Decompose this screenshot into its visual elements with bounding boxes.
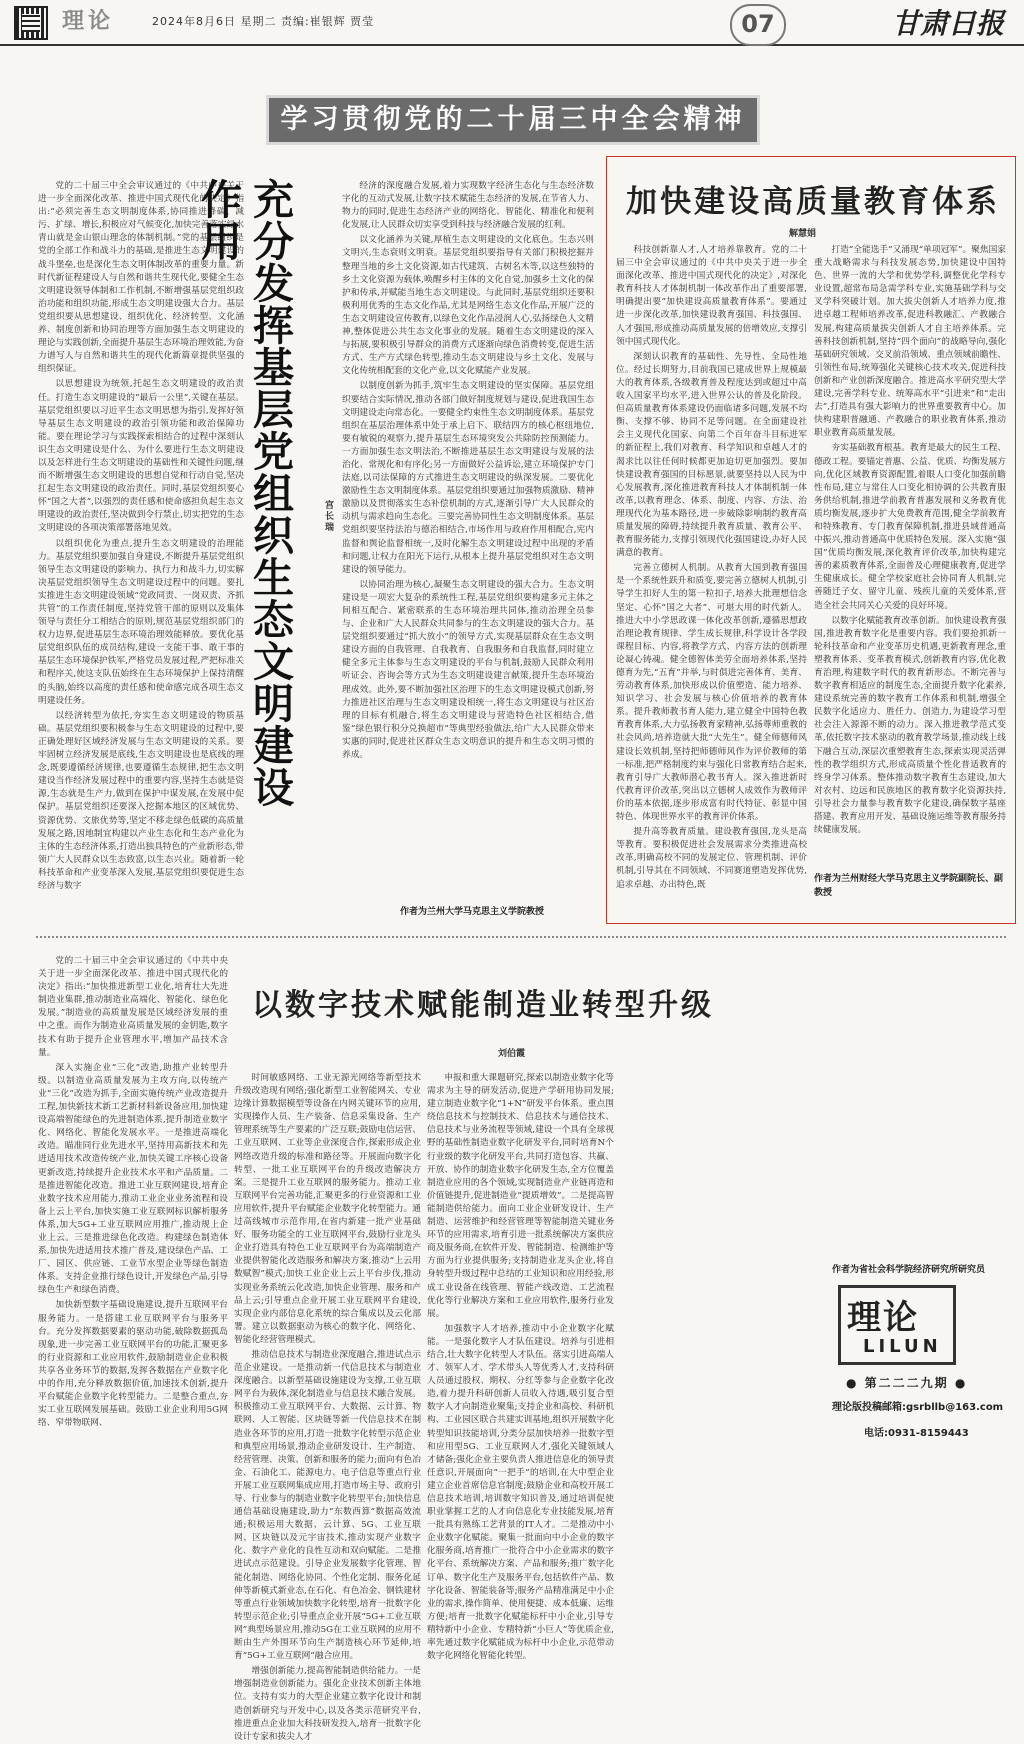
topic-banner: 学习贯彻党的二十届三中全会精神 bbox=[266, 95, 760, 145]
paragraph: 以经济转型为依托,夯实生态文明建设的物质基础。基层党组织要积极参与生态文明建设的过程中,要正确处理好区域经济发展与生态文明建设的关系。要牢固树立经济发展是底线,生态文明建设也是底线的理念,既要遵循经济规律,也要遵循生态规律,把生态文明建设当作经济发展过程中的重要内容,坚持生态就是资源,生态就是生产力,做到在保护中谋发展,在发展中促保护。基层党组织还要深入挖掘本地区的区域优势、资源优势、文旅优势等,坚定不移走绿色低碳的高质量发展之路,因地制宜构建以产业生态化和生态产业化为主体的生态经济体系,打造出独具特色的产业新形态,带领广大人民群众以生态致富,以生态兴业。随着新一轮科技革命和产业变革深入发展,基层党组织要促进生态经济与数字 bbox=[38, 710, 244, 891]
paragraph: 深入实施企业“三化”改造,助推产业转型升级。以制造业高质量发展为主攻方向,以传统产业“三化”改造为抓手,全面实施传统产业改造提升工程,加快新技术新工艺新材料新设备应用,加快建设高端智能绿色的先进制造体系,提升制造业数字化、网络化、智能化发展水平。一是推进高端化改造。瞄准同行业先进水平,坚持用高新技术和先进适用技术改造传统产业,加快关键工序核心设备更新改造,持续提升企业技术水平和产品质量。二是推进智能化改造。推进工业互联网建设,培育企业数字技术应用能力,推动工业企业业务流程和设备上云上平台,加快实施工业互联网标识解析服务体系,加大5G+工业互联网应用推广,推动规上企业上云。三是推进绿色化改造。构建绿色制造体系,加快先进适用技术推广普及,建设绿色产品、工厂、园区、供应链、工业节水型企业等绿色制造体系。支持企业推行绿色设计,开发绿色产品,引导绿色生产和绿色消费。 bbox=[38, 1062, 228, 1296]
article2-title: 加快建设高质量教育体系 bbox=[626, 184, 1000, 220]
submission-email: 理论版投稿邮箱:gsrbllb@163.com bbox=[832, 1402, 1004, 1413]
page-number: 07 bbox=[730, 4, 786, 46]
article1-title: 充分发挥基层党组织生态文明建设作用 bbox=[194, 178, 294, 808]
article3-column-3 bbox=[427, 1072, 614, 1662]
paragraph: 加强数字人才培养,推动中小企业数字化赋能。一是强化数字人才队伍建设。培养与引进相结合,壮大数字化转型人才队伍。落实引进高端人才、领军人才、学术带头人等优秀人才,支持科研人员通过股权、期权、分红等参与企业数字化改造,着力提升科研创新人员收入待遇,吸引复合型数字人才向制造业聚集;支持企业和高校、科研机构、工业园区联合共建实训基地,组织开展数字化转型知识技能培训,分类分层加快培养一批数字型和应用型5G、工业互联网人才,强化关键领域人才储备;强化企业主要负责人推进信息化的领导责任意识,开展面向“一把手”的培训,在大中型企业建立企业首席信息官制度;鼓励企业和高校开展工信息技术培训,培训数字知识普及,通过培训促使职业掌握工艺的人才向信息化专业技能发展,培育一批具有熟练工艺背景的IT人才。二是推动中小企业数字化赋能。聚集一批面向中小企业的数字化服务商,培育推广一批符合中小企业需求的数字化平台、系统解决方案、产品和服务;推广数字化订单、数字化生产及服务平台,包括软件产品、数字化设备、智能装备等;服务产品精准满足中小企业的需求,操作简单、使用便捷、成本低廉、运维方便;培育一批数字化赋能标杆中小企业,引导专精特新中小企业、专精特新“小巨人”等优质企业,率先通过数字化赋能成为标杆中小企业,示范带动数字化网络化智能化转型。 bbox=[427, 1323, 614, 1662]
paragraph: 以组织优化为重点,提升生态文明建设的治理能力。基层党组织要加强自身建设,不断提升基层党组织领导生态文明建设的影响力、执行力和战斗力,切实解决基层党组织领导生态文明建设过程中的问题。要扎实推进生态文明建设领域“党政同责、一岗双责、齐抓共管”的工作责任制度,坚持党管干部的原则以及集体领导与责任分工相结合的原则,规范基层党组织部门的权力边界,促进基层生态环境治理效能释放。要优化基层党组织队伍的成员结构,建设一支能干事、敢干事的基层生态环境保护铁军,严格党员发展过程,严把标准关和程序关,使这支队伍始终在生态环境保护上保持清醒的头脑,始终以高度的责任感和使命感完成各项生态文明建设任务。 bbox=[38, 538, 244, 706]
article2-author-note: 作者为兰州财经大学马克思主义学院副院长、副教授 bbox=[814, 874, 1004, 898]
article1-author: 宫长瑞 bbox=[323, 500, 333, 533]
section-name: 理论 bbox=[62, 9, 115, 34]
masthead bbox=[0, 0, 1024, 46]
paragraph: 科技创新靠人才,人才培养靠教育。党的二十届三中全会审议通过的《中共中央关于进一步全面深化改革、推进中国式现代化的决定》,对深化教育科技人才体制机制一体改革作出了重要部署,明确提出要“加快建设高质量教育体系”。要通过进一步深化改革,加快建设教育强国、科技强国、人才强国,形成推动高质量发展的倍增效应,支撑引领中国式现代化。 bbox=[616, 245, 807, 347]
paragraph: 以数字化赋能教育改革创新。加快建设教育强国,推进教育数字化是重要内容。我们要抢抓新一轮科技革命和产业变革历史机遇,更新教育理念,重塑教育体系、变革教育模式,创新教育内容,优化教育治理,构建数字时代的教育新形态。不断完善与数字教育相适应的制度生态,全面提升数字化素养,建设系统完善的数字教育工作体系和机制,增强全民数字化适应力、胜任力、创造力,为建设学习型社会注入源源不断的动力。深入推进教学范式变革,依托数字技术驱动的教育教学场景,推动线上线下融合互动,深层次重塑教育生态,探索实现灵活弹性的教学组织方式,形成高质量个性化普适教育的终身学习体系。整体推动数字教育生态建设,加大对农村、边远和民族地区的教育数字化资源扶持,引导社会力量参与教育数字化建设,确保数字基座搭建、教育应用开发、基础设施运维等教育服务持续健康发展。 bbox=[814, 615, 1006, 836]
section-divider bbox=[36, 936, 1006, 938]
article3-title: 以数字技术赋能制造业转型升级 bbox=[252, 988, 714, 1023]
article1-column-1 bbox=[38, 180, 244, 924]
paragraph: 推动信息技术与制造业深度融合,推进试点示范企业建设。一是推动新一代信息技术与制造业深度融合。以新型基础设施建设为支撑,工业互联网平台为载体,深化制造业与信息技术融合发展。积极推动工业互联网平台、大数据、云计算、物联网、人工智能、区块链等新一代信息技术在制造业各环节的应用,打造一批数字化转型示范企业和典型应用场景,推动企业研发设计、生产制造、经营管理、决策、创新和服务的能力;面向有色冶金、石油化工、能源电力、电子信息等重点行业开展工业互联网集成应用,打造市场主导、政府引导、行业参与的制造业数字化转型平台;加快信息通信基础设施建设,助力“东数西算”数据高效流通;积极运用大数据、云计算、5G、工业互联网、区块链以及元宇宙技术,推动实现产业数字化、数字产业化的良性互动和双向赋能。二是推进试点示范建设。引导企业发展数字化管理、智能化制造、网络化协同、个性化定制、服务化延伸等新模式新业态,在石化、有色冶金、钢铁建材等重点行业领域加快数字化转型,培育一批数字化转型示范企业;引导重点企业开展“5G+工业互联网”典型场景应用,推动5G在工业互联网的应用不断由生产外围环节向生产制造核心环节延伸,培育“5G+工业互联网”融合应用。 bbox=[234, 1349, 421, 1662]
contact-phone: 电话:0931-8159443 bbox=[864, 1428, 969, 1439]
paragraph: 党的二十届三中全会审议通过的《中共中央关于进一步全面深化改革、推进中国式现代化的决定》指出:“加快推进新型工业化,培育壮大先进制造业集群,推动制造业高端化、智能化、绿色化发展。”制造业的高质量发展是区域经济发展的重中之重。而作为制造业高质量发展的金钥匙,数字技术有助于提升企业管理水平,增加产品技术含量。 bbox=[38, 956, 228, 1058]
column-logo bbox=[838, 1285, 956, 1365]
paragraph: 加快新型数字基础设施建设,提升互联网平台服务能力。一是搭建工业互联网平台与服务平台。充分发挥数据要素的驱动功能,破除数据孤岛现象,进一步完善工业互联网平台的功能,汇聚更多的行业资源和工业应用软件,鼓励制造业企业积极共享各业务环节的数据,发挥各数据在产业数字化中的作用,充分释放数据价值,加速技术创新,提升平台赋能企业数字化转型能力。二是整合重点,夯实工业互联网发展基础。鼓励工业企业利用5G网络、窄带物联网、 bbox=[38, 1300, 228, 1429]
paragraph: 打造“全能选手”又涌现“单项冠军”。聚焦国家重大战略需求与科技发展态势,加快建设中国特色、世界一流的大学和优势学科,调整优化学科专业设置,超常布局急需学科专业,实施基础学科与交叉学科突破计划。加大拔尖创新人才培养力度,推进卓越工程师培养改革,促进科教融汇、产教融合发展,构建高质量拔尖创新人才自主培养体系。完善科技创新机制,坚持“四个面向”的战略导向,强化基础研究领域、交叉前沿领域、重点领域前瞻性、引领性布局,统筹强化关键核心技术攻关,促进科技创新和产业创新深度融合。推进高水平研究型大学建设,完善学科专业、统筹高水平“引进来”和“走出去”,打造具有强大影响力的世界重要教育中心。加快构建职普融通、产教融合的职业教育体系,推动职业教育高质量发展。 bbox=[814, 245, 1006, 439]
paragraph: 提升高等教育质量。建设教育强国,龙头是高等教育。要积极促进社会发展需求分类推进高校改革,明确高校不同的发展定位、管理机制、评价机制,引导其在不同领域、不同赛道塑造发挥优势,追求卓越、办出特色,既 bbox=[616, 827, 807, 890]
paragraph: 经济的深度融合发展,着力实现数字经济生态化与生态经济数字化的互动式发展,让数字技术赋能生态经济的发展,在节省人力、物力的同时,促进生态经济产业的网络化、智能化、精准化和便利化发展,让人民群众切实享受到科技与经济融合发展的红利。 bbox=[342, 181, 594, 231]
article2-author: 解慧娟 bbox=[789, 229, 817, 239]
article3-author: 刘伯霞 bbox=[498, 1049, 526, 1059]
article3-column-2 bbox=[234, 1072, 421, 1742]
newspaper-logo: 甘肃日报 bbox=[892, 7, 1005, 40]
article3-column-4 bbox=[620, 1072, 807, 1445]
issue-number: ● 第二二二九期 ● bbox=[846, 1376, 968, 1390]
paragraph: 以思想建设为统领,托起生态文明建设的政治责任。打造生态文明建设的“最后一公里”,关键在基层。基层党组织要以习近平生态文明思想为指引,发挥好领导基层生态文明建设的政治引领功能和政治保障功能。要在理论学习与实践探索相结合的过程中深刻认识生态文明建设是什么、为什么要进行生态文明建设以及怎样进行生态文明建设的基础性和关键性问题,继而不断增强生态文明建设的思想自觉和行动自觉,坚决扛起生态文明建设的政治责任。同时,基层党组织要心怀“国之大者”,以强烈的责任感和使命感担负起生态文明建设的政治责任,坚决做到令行禁止,切实把党的生态文明建设的各项决策部署落地见效。 bbox=[38, 379, 244, 534]
qr-code-icon bbox=[14, 6, 48, 40]
article1-author-note: 作者为兰州大学马克思主义学院教授 bbox=[400, 907, 545, 917]
paragraph: 以制度创新为抓手,筑牢生态文明建设的坚实保障。基层党组织要结合实际情况,推动各部门做好制度规划与建设,促进我国生态文明建设走向常态化。一要健全约束性生态文明制度体系。基层党组织在基层治理体系中处于承上启下、联结四方的核心枢纽地位,要有敏锐的观察力,提升基层生态环境突发公共除防控预测能力。一方面加强生态文明法治,不断推进基层生态文明建设与发展的法治化、常规化和有序化;另一方面做好公益诉讼,建立环境保护专门法庭,以司法保障的方式推进生态文明建设的纵深发展。二要优化激励性生态文明制度体系。基层党组织要通过加强物质激励、精神激励以及贯彻落实生态补偿机制的方式,逐渐引导广大人民群众的动机与需求趋向生态化。三要完善协同性生态文明制度体系。基层党组织要坚持法治与德治相结合,市场作用与政府作用相配合,宪内监督和舆论监督相统一,及时化解生态文明建设过程中出现的矛盾和问题,让权力在阳光下运行,从根本上提升基层党组织对生态文明建设的领导能力。 bbox=[342, 381, 594, 575]
article3-column-1 bbox=[38, 955, 228, 1445]
article3-author-note: 作者为省社会科学院经济研究所研究员 bbox=[832, 1265, 986, 1275]
article2-column-1 bbox=[616, 244, 807, 912]
column-logo-pinyin: LILUN bbox=[863, 1336, 942, 1357]
article3-column-5 bbox=[813, 955, 1006, 1273]
paragraph: 完善立德树人机制。从教育大国到教育强国是一个系统性跃升和质变,要完善立德树人机制,引导学生扣好人生的第一粒扣子,培养大批理想信念坚定、心怀“国之大者”、可堪大用的时代新人。推进大中小学思政课一体化改革创新,遵循思想政治理论教育规律、学生成长规律,科学设计各学段课程目标、内容,将教学方式、内容方法的创新理论凝心铸魂。健全德智体美劳全面培养体系,坚持德育为先,“五育”并举,与时俱进完善体育、美育、劳动教育体系,加快形成以价值塑造、能力培养、知识学习、社会发展与核心价值培养的教育体系。提升教师教书育人能力,建立健全中国特色教育教育体系,大力弘扬教育家精神,弘扬尊师重教的社会风尚,培养造就大批“大先生”。健全师德师风建设长效机制,坚持把师德师风作为评价教师的第一标准,把严格制度约束与强化日常教育结合起来,教育引导广大教师潜心教书育人。深入推进新时代教育评价改革,突出以立德树人成效作为教师评价的基本依据,逐步形成富有时代特征、彰显中国特色、体现世界水平的教育评价体系。 bbox=[616, 563, 807, 823]
paragraph: 以文化涵养为关键,厚植生态文明建设的文化底色。生态兴则文明兴,生态衰则文明衰。基层党组织要指导有关部门积极挖掘并整理当地的乡土文化资源,如古代建筑、古树名木等,以这些独特的乡土文化资源为载体,唤醒乡村主体的文化自觉,加强乡土文化的保护和传承,并赋能当地生态文明建设。与此同时,基层党组织还要积极利用优秀的生态文化作品,尤其是网络生态文化作品,开展广泛的生态文明建设宣传教育,以绿色文化作品浸润人心,弘扬绿色人文精神,整体促进公共生态文化事业的发展。随着生态文明建设的深入与拓展,要积极引导群众的消费方式逐渐向绿色消费转变,促进生活方式、生产方式绿色转型,推动生态文明建设与乡土文化、发展与文化传统相配套的文化产业,以文化赋能产业发展。 bbox=[342, 235, 594, 377]
paragraph: 时间敏感网络、工业无源光网络等新型技术升级改造现有网络;强化新型工业智能网关、专业边缘计算数据模型等设备在内网关键环节的应用,实现操作人员、生产装备、信息采集设备、生产管理系统等生产要素的广泛互联;鼓励电信运营、工业互联网、工业等企业深度合作,探索形成企业网络改造升级的标准和路径等。开展面向数字化转型、一批工业互联网平台的升级改造解决方案。三是提升工业互联网的服务能力。推动工业互联网平台完善功能,汇聚更多的行业资源和工业应用软件,提升平台赋能企业数字化转型能力。通过高线城市示范作用,在省内新建一批产业基础好、服务功能全的工业互联网平台,鼓励行业龙头企业打造具有特色工业互联网平台为高端制造产业提供智能化改造服务和解决方案,推动“上云用数赋智”模式;加快工业企业上云上平台步伐,推动实现业务系统云化改造,加快企业管理、服务和产品上云;引导重点企业开展工业互联网平台建设,实现企业内部信息化系统的综合集成以及云化部署。建立以数据驱动为核心的数字化、网络化、智能化经营管理模式。 bbox=[234, 1073, 421, 1345]
paragraph: 增强创新能力,提高智能制造供给能力。一是增强制造业创新能力。强化企业技术创新主体地位。支持有实力的大型企业建立数字化设计和制造创新研究与开发中心,以及各类示范研究平台,推进重点企业加大科技研发投入,培育一批数字化设计专家和拔尖人才 bbox=[234, 1666, 421, 1742]
paragraph: 申报和重大课题研究,探索以制造业数字化等需求为主导的研发活动,促进产学研用协同发展;建立制造业数字化“1+N”研发平台体系。重点围绕信息技术与控制技术、信息技术与通信技术、信息技术与业务流程等领域,建设一个具有全球视野的基础性制造业数字化研发平台,同时培育N个行业级的数字化研发平台,共同打造包容、共赢、开放、协作的制造业数字化研发生态,全方位覆盖制造业应用的各个领域,实现制造业产业链再造和价值链提升,促进制造业“提质增效”。二是提高智能制造供给能力。面向工业企业研发设计、生产制造、运营维护和经营管理等智能制造关键业务环节的应用需求,培育引进一批系统解决方案供应商及服务商,在软件开发、智能制造、检测维护等方面为行业提供服务;支持制造业龙头企业,将自身转型升级过程中总结的工业知识和应用经验,形成工业设备在线管理、智能产线改造、工艺流程优化等行业解决方案和工业应用软件,服务行业发展。 bbox=[427, 1073, 614, 1319]
paragraph: 以协同治理为核心,凝聚生态文明建设的强大合力。生态文明建设是一项宏大复杂的系统性工程,基层党组织要构建多元主体之间相互配合、紧密联系的生态环境治理共同体,推动治理全员参与、企业和广大人民群众共同参与的生态文明建设的强大合力。基层党组织要通过“抓大放小”的领导方式,实现基层群众在生态文明建设方面的自我管理、自我教育、自我服务和自我监督,同时建立健全多元主体参与生态文明建设的平台与机制,鼓励人民群众利用听证会、咨询会等方式为生态文明建设建言献策,提升生态环境治理成效。此外,要不断加强社区治理下的生态文明建设模式创新,努力推进社区治理与生态文明建设相统一,将生态文明建设与社区治理的目标有机融合,将生态文明建设与营造特色社区相结合,借鉴“绿色银行积分兑换超市”等典型经验做法,给广大人民群众带来实惠的同时,促进社区群众生态文明意识的提升和生态文明习惯的养成。 bbox=[342, 579, 594, 761]
article1-column-2 bbox=[342, 180, 594, 898]
column-logo-text: 理论 bbox=[847, 1298, 919, 1338]
paragraph: 党的二十届三中全会审议通过的《中共中央关于进一步全面深化改革、推进中国式现代化的决定》指出:“必须完善生态文明制度体系,协同推进降碳、减污、扩绿、增长,积极应对气候变化,加快完善落实绿水青山就是金山银山理念的体制机制。”党的基层组织是党的全部工作和战斗力的基础,是推进生态文明建设的战斗堡垒,也是深化生态文明体制改革的重要力量。新时代新征程建设人与自然和谐共生现代化,要健全生态文明建设领导体制和工作机制,不断增强基层党组织政治功能和组织功能,形成生态文明建设强大合力。基层党组织要从思想建设、组织优化、经济转型、文化涵养、制度创新和协同治理等方面加强生态文明建设的理论与实践创新,全面提升基层生态环境治理效能,为奋力谱写人与自然和谐共生的现代化新篇章提供坚强的组织保证。 bbox=[38, 181, 244, 375]
paragraph: 夯实基础教育根基。教育是最大的民生工程、德政工程。要锚定普惠、公益、优质、均衡发展方向,优化区域教育资源配置,着眼人口变化加强前瞻性布局,建立与常住人口变化相协调的公共教育服务供给机制,推进学前教育普惠发展和义务教育优质均衡发展,逐步扩大免费教育范围,健全学前教育和特殊教育、专门教育保障机制,推进县域普通高中振兴,推动普通高中优质特色发展。深入实施“强国”优质均衡发展,深化教育评价改革,加快构建完善的素质教育体系,全面普及心理健康教育,促进学生健康成长。健全学校家庭社会协同育人机制,完善随迁子女、留守儿童、残疾儿童的关爱体系,营造全社会共同关心关爱的良好环境。 bbox=[814, 443, 1006, 611]
date-line: 2024年8月6日 星期二 责编:崔银辉 贾莹 bbox=[152, 15, 375, 28]
paragraph: 深刻认识教育的基础性、先导性、全局性地位。经过长期努力,目前我国已建成世界上规模最大的教育体系,各级教育普及程度达到或超过中高收入国家平均水平,进入世界公认的普及化阶段。但高质量教育体系建设仍面临诸多问题,发展不均衡、支撑不够、协同不足等问题。在全面建设社会主义现代化国家、向第二个百年奋斗目标进军的新征程上,我们对教育、科学知识和卓越人才的渴求比以往任何时候都更加迫切更加强烈。要加快建设教育强国的目标愿景,就要坚持以人民为中心发展教育,深化推进教育科技人才体制机制一体改革,以教育理念、体系、制度、内容、方法、治理现代化为基本路径,进一步破除影响制约教育高质量发展的障碍,持续提升教育质量、教育公平、教育服务能力,支撑引领现代化强国建设,办好人民满意的教育。 bbox=[616, 351, 807, 559]
article2-column-2 bbox=[814, 244, 1006, 868]
